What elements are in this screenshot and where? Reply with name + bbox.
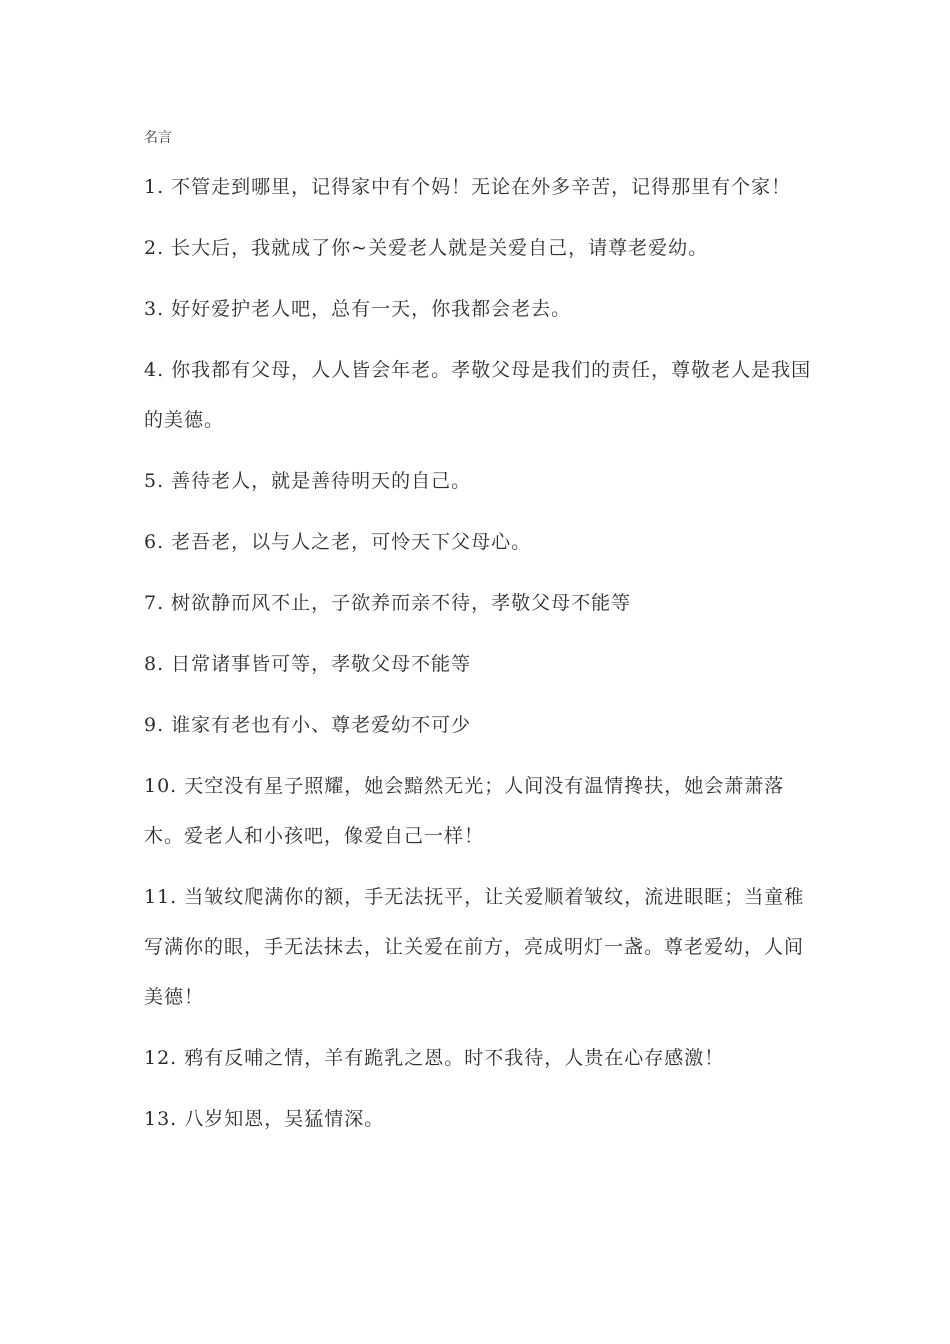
quote-item-11: 11. 当皱纹爬满你的额，手无法抚平，让关爱顺着皱纹，流进眼眶；当童稚写满你的眼，手无法抹去，让关爱在前方，亮成明灯一盏。尊老爱幼，人间美德！ [144,886,805,1008]
section-heading: 名言 [144,130,172,146]
quote-item-7: 7. 树欲静而风不止，子欲养而亲不待，孝敬父母不能等 [144,592,632,614]
quote-item-2: 2. 长大后，我就成了你~关爱老人就是关爱自己，请尊老爱幼。 [144,237,709,259]
quote-item-13: 13. 八岁知恩，吴猛情深。 [144,1108,385,1130]
quote-list [144,162,814,1144]
quote-item-5: 5. 善待老人，就是善待明天的自己。 [144,470,472,492]
document-body [144,124,814,1155]
quote-item-1: 1. 不管走到哪里，记得家中有个妈！无论在外多辛苦，记得那里有个家！ [144,176,792,198]
quote-item-12: 12. 鸦有反哺之情，羊有跪乳之恩。时不我待，人贵在心存感激！ [144,1047,725,1069]
quote-item-3: 3. 好好爱护老人吧，总有一天，你我都会老去。 [144,298,572,320]
quote-item-8: 8. 日常诸事皆可等，孝敬父母不能等 [144,653,472,675]
quote-item-9: 9. 谁家有老也有小、尊老爱幼不可少 [144,714,472,736]
quote-item-6: 6. 老吾老，以与人之老，可怜天下父母心。 [144,531,532,553]
quote-item-4: 4. 你我都有父母，人人皆会年老。孝敬父母是我们的责任，尊敬老人是我国的美德。 [144,359,812,431]
quote-item-10: 10. 天空没有星子照耀，她会黯然无光；人间没有温情搀扶，她会萧萧落木。爱老人和小孩吧，像爱自己一样！ [144,775,785,847]
